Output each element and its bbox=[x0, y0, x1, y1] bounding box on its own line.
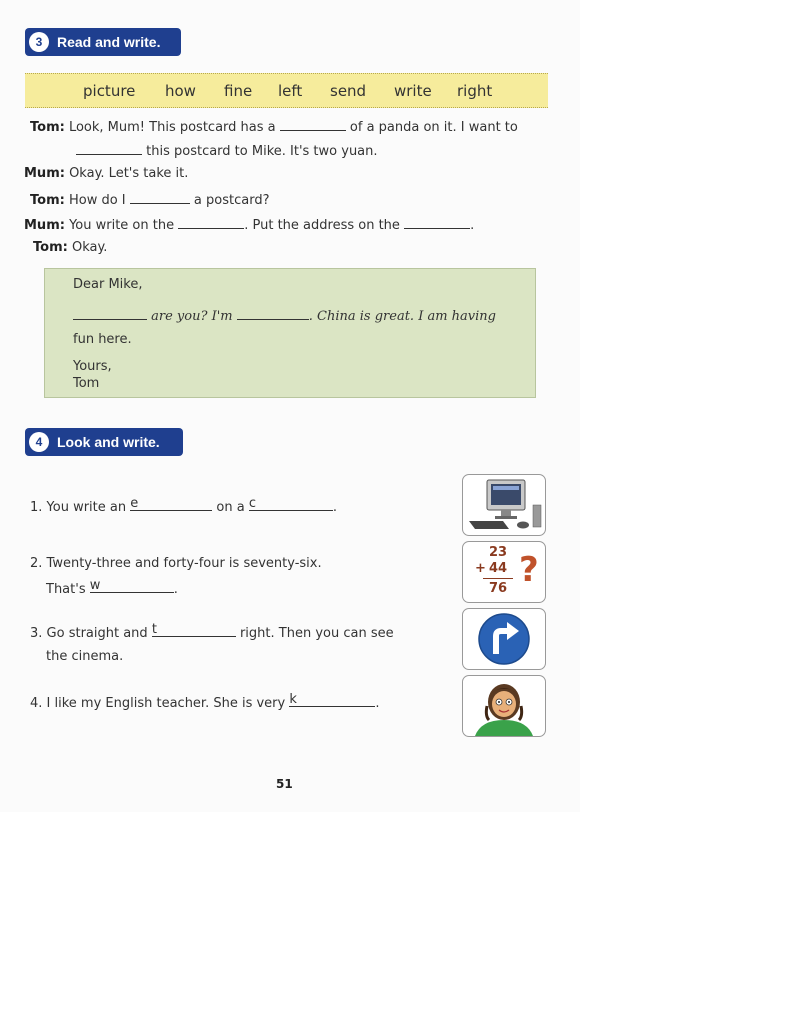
hint-letter: t bbox=[151, 622, 157, 637]
dialogue-line-6 bbox=[33, 240, 107, 255]
question-text: 3. Go straight and bbox=[30, 626, 148, 641]
dialogue-text: . bbox=[470, 218, 475, 233]
dialogue-line-3 bbox=[24, 166, 188, 181]
postcard bbox=[44, 268, 536, 398]
math-first-number: 23 bbox=[489, 545, 508, 560]
question-2-line-1: 2. Twenty-three and forty-four is seventy-six. bbox=[30, 556, 322, 571]
dialogue-line-1 bbox=[30, 118, 518, 135]
postcard-line-2 bbox=[73, 307, 496, 324]
postcard-greeting: Dear Mike, bbox=[73, 277, 143, 292]
question-text: That's bbox=[46, 582, 86, 597]
word-bank-item: how bbox=[165, 82, 196, 100]
question-mark-icon: ? bbox=[519, 550, 539, 590]
word-bank-item: left bbox=[278, 82, 303, 100]
question-text: . bbox=[173, 582, 178, 597]
hint-letter: c bbox=[248, 496, 256, 511]
section-4-title: Look and write. bbox=[57, 434, 160, 450]
question-1 bbox=[30, 498, 337, 515]
speaker-label: Tom: bbox=[33, 240, 68, 255]
dialogue-text: Okay. bbox=[71, 240, 108, 255]
math-result: 76 bbox=[489, 581, 508, 596]
answer-blank[interactable] bbox=[130, 191, 190, 204]
section-4-number: 4 bbox=[29, 432, 49, 452]
word-bank-item: send bbox=[330, 82, 367, 100]
word-bank bbox=[25, 73, 548, 108]
dialogue-line-5 bbox=[24, 216, 474, 233]
turn-right-picture bbox=[462, 608, 546, 670]
answer-blank[interactable] bbox=[289, 694, 375, 707]
speaker-label: Tom: bbox=[30, 193, 65, 208]
speaker-label: Mum: bbox=[24, 218, 65, 233]
computer-picture bbox=[462, 474, 546, 536]
section-4-header bbox=[25, 428, 183, 456]
dialogue-text: . Put the address on the bbox=[244, 218, 400, 233]
answer-blank[interactable] bbox=[237, 307, 309, 320]
postcard-signature: Tom bbox=[73, 376, 100, 391]
question-3-line-2: the cinema. bbox=[46, 649, 124, 664]
postcard-text: . China is great. I am having bbox=[308, 309, 496, 324]
answer-blank[interactable] bbox=[404, 216, 470, 229]
word-bank-item: picture bbox=[83, 82, 136, 100]
word-bank-item: right bbox=[457, 82, 493, 100]
question-text: 1. You write an bbox=[30, 500, 127, 515]
speaker-label: Mum: bbox=[24, 166, 65, 181]
question-3-line-1 bbox=[30, 624, 394, 641]
computer-icon bbox=[463, 475, 545, 535]
math-second-number: 44 bbox=[489, 561, 508, 576]
postcard-closing: Yours, bbox=[73, 359, 112, 374]
section-3-number: 3 bbox=[29, 32, 49, 52]
dialogue-text: Okay. Let's take it. bbox=[69, 166, 189, 181]
answer-blank[interactable] bbox=[152, 624, 236, 637]
answer-blank[interactable] bbox=[178, 216, 244, 229]
question-2-line-2 bbox=[46, 580, 178, 597]
question-text: on a bbox=[216, 500, 245, 515]
math-plus-sign: + bbox=[475, 561, 486, 576]
answer-blank[interactable] bbox=[130, 498, 212, 511]
dialogue-text: Look, Mum! This postcard has a bbox=[68, 120, 276, 135]
dialogue-text: How do I bbox=[68, 193, 126, 208]
teacher-picture bbox=[462, 675, 546, 737]
math-sum-picture bbox=[462, 541, 546, 603]
teacher-face-icon bbox=[463, 676, 545, 736]
answer-blank[interactable] bbox=[249, 498, 333, 511]
postcard-text: are you? I'm bbox=[151, 309, 233, 324]
hint-letter: k bbox=[289, 692, 297, 707]
dialogue-text: this postcard to Mike. It's two yuan. bbox=[146, 144, 378, 159]
hint-letter: w bbox=[89, 578, 101, 593]
dialogue-text: a postcard? bbox=[193, 193, 270, 208]
question-4 bbox=[30, 694, 380, 711]
page-number: 51 bbox=[276, 777, 293, 791]
dialogue-line-4 bbox=[30, 191, 269, 208]
question-text: 4. I like my English teacher. She is very bbox=[30, 696, 286, 711]
postcard-line-3: fun here. bbox=[73, 332, 132, 347]
answer-blank[interactable] bbox=[90, 580, 174, 593]
speaker-label: Tom: bbox=[30, 120, 65, 135]
answer-blank[interactable] bbox=[76, 142, 142, 155]
question-text: . bbox=[332, 500, 337, 515]
question-text: right. Then you can see bbox=[239, 626, 394, 641]
answer-blank[interactable] bbox=[73, 307, 147, 320]
turn-right-sign-icon bbox=[463, 609, 545, 669]
dialogue-line-2 bbox=[76, 142, 378, 159]
dialogue-text: of a panda on it. I want to bbox=[349, 120, 518, 135]
hint-letter: e bbox=[130, 496, 139, 511]
word-bank-item: fine bbox=[224, 82, 253, 100]
math-sum-line bbox=[483, 578, 513, 579]
dialogue-text: You write on the bbox=[69, 218, 175, 233]
word-bank-item: write bbox=[394, 82, 432, 100]
question-text: . bbox=[375, 696, 380, 711]
answer-blank[interactable] bbox=[280, 118, 346, 131]
section-3-title: Read and write. bbox=[57, 34, 161, 50]
section-3-header bbox=[25, 28, 181, 56]
